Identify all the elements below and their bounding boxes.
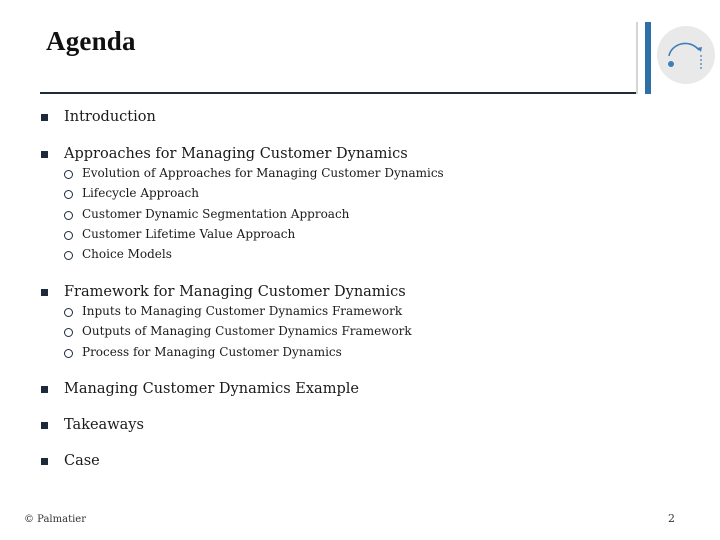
agenda-item: Approaches for Managing Customer Dynamics [64,146,408,162]
level2-bullet [64,190,73,199]
level1-bullet [41,114,48,121]
agenda-subitem: Choice Models [82,247,172,262]
agenda-item: Managing Customer Dynamics Example [64,381,359,397]
level1-bullet [41,151,48,158]
footer-copyright: © Palmatier [24,514,86,525]
level2-bullet [64,231,73,240]
level2-bullet [64,308,73,317]
agenda-item: Takeaways [64,417,144,433]
level1-bullet [41,386,48,393]
level1-bullet [41,422,48,429]
level2-bullet [64,349,73,358]
curved-arrow-logo-icon [657,26,715,84]
agenda-subitem: Lifecycle Approach [82,186,199,201]
level1-bullet [41,289,48,296]
page-number: 2 [668,512,675,525]
agenda-subitem: Customer Dynamic Segmentation Approach [82,206,350,221]
level1-bullet [41,458,48,465]
title-divider [40,92,636,94]
agenda-subitem: Evolution of Approaches for Managing Customer Dynamics [82,166,444,180]
level2-bullet [64,328,73,337]
logo-accent-bar [645,22,651,94]
agenda-item: Framework for Managing Customer Dynamics [64,284,406,300]
level2-bullet [64,170,73,179]
agenda-subitem: Outputs of Managing Customer Dynamics Framework [82,324,412,339]
agenda-subitem: Customer Lifetime Value Approach [82,226,296,241]
slide-title: Agenda [46,26,136,56]
level2-bullet [64,211,73,220]
agenda-item: Case [64,453,100,469]
level2-bullet [64,251,73,260]
agenda-item: Introduction [64,109,156,125]
agenda-subitem: Inputs to Managing Customer Dynamics Framework [82,304,403,318]
logo-thin-bar [636,22,638,94]
agenda-subitem: Process for Managing Customer Dynamics [82,344,342,359]
